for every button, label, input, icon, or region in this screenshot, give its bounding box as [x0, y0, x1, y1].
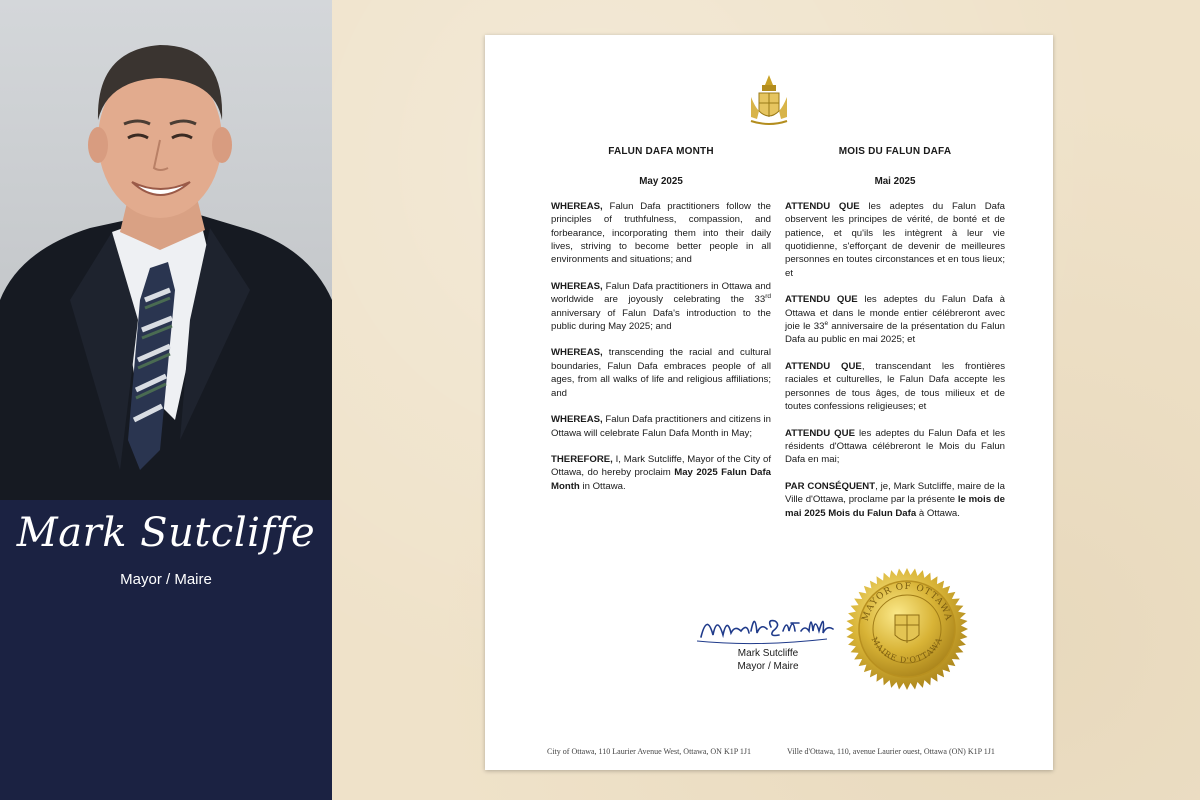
english-paragraph-5: THEREFORE, I, Mark Sutcliffe, Mayor of the City of Ottawa, do hereby proclaim May 2025 Falun Dafa Month in Ottawa. — [551, 453, 771, 492]
ottawa-crest-icon — [749, 73, 789, 127]
french-paragraph-5: PAR CONSÉQUENT, je, Mark Sutcliffe, maire de la Ville d'Ottawa, proclame par la présente le mois de mai 2025 Mois du Falun Dafa à Ottawa. — [785, 480, 1006, 519]
mayor-signature — [697, 607, 837, 647]
english-paragraph-3: WHEREAS, transcending the racial and cultural boundaries, Falun Dafa embraces people of all ages, from all walks of life and religious affiliations; and — [551, 347, 771, 399]
mayor-title: Mayor / Maire — [120, 571, 212, 588]
gold-seal-icon — [845, 567, 969, 691]
french-paragraph-2: ATTENDU QUE les adeptes du Falun Dafa à Ottawa et dans le monde entier célébreront avec joie le 33e anniversaire de la présentation du Falun Dafa au public en mai 2025; et — [785, 294, 1005, 346]
seal-text-bottom: MAIRE D'OTTAWA — [869, 635, 945, 666]
mayor-portrait-photo — [0, 0, 332, 500]
signature-printed-name: Mark Sutcliffe — [737, 648, 799, 659]
signature-title: Mayor / Maire — [737, 661, 799, 672]
mayor-panel — [0, 0, 332, 800]
english-paragraph-2: WHEREAS, Falun Dafa practitioners in Ottawa and worldwide are joyously celebrating the 33rd anniversary of Falun Dafa's introduction to the public during May 2025; and — [551, 280, 771, 333]
footer-address-french: Ville d'Ottawa, 110, avenue Laurier ouest, Ottawa (ON) K1P 1J1 — [787, 747, 995, 756]
mayor-portrait-illustration — [0, 0, 332, 500]
mayor-name: Mark Sutcliffe — [16, 510, 316, 556]
french-date: Mai 2025 — [874, 176, 916, 188]
french-paragraph-3: ATTENDU QUE, transcendant les frontières raciales et culturelles, le Falun Dafa accepte les personnes de tous âges, de tous milieux et de toutes confessions religieuses; et — [785, 360, 1006, 413]
english-paragraph-4: WHEREAS, Falun Dafa practitioners and citizens in Ottawa will celebrate Falun Dafa Month in May; — [551, 414, 771, 439]
english-paragraph-1: WHEREAS, Falun Dafa practitioners follow the principles of truthfulness, compassion, and forbearance, incorporating them into their daily lives, striving to become better people in all environments and situations; and — [551, 200, 771, 266]
proclamation-document — [485, 35, 1053, 770]
english-date: May 2025 — [639, 176, 683, 188]
footer-address-english: City of Ottawa, 110 Laurier Avenue West, Ottawa, ON K1P 1J1 — [547, 747, 751, 756]
french-column — [785, 145, 1005, 533]
signature-block — [707, 647, 829, 673]
english-heading: FALUN DAFA MONTH — [608, 146, 714, 157]
seal-text-top: MAYOR OF OTTAWA — [860, 581, 954, 623]
french-paragraph-1: ATTENDU QUE les adeptes du Falun Dafa observent les principes de vérité, de bonté et de patience, et qu'ils les intègrent à leur vie quotidienne, s'efforçant de devenir de meilleures personnes en toutes circonstances et en tous lieux; et — [785, 200, 1005, 279]
french-paragraph-4: ATTENDU QUE les adeptes du Falun Dafa et les résidents d'Ottawa célébreront le Mois du Falun Dafa en mai; — [785, 427, 1006, 466]
french-heading: MOIS DU FALUN DAFA — [838, 146, 952, 157]
english-column — [551, 145, 771, 506]
